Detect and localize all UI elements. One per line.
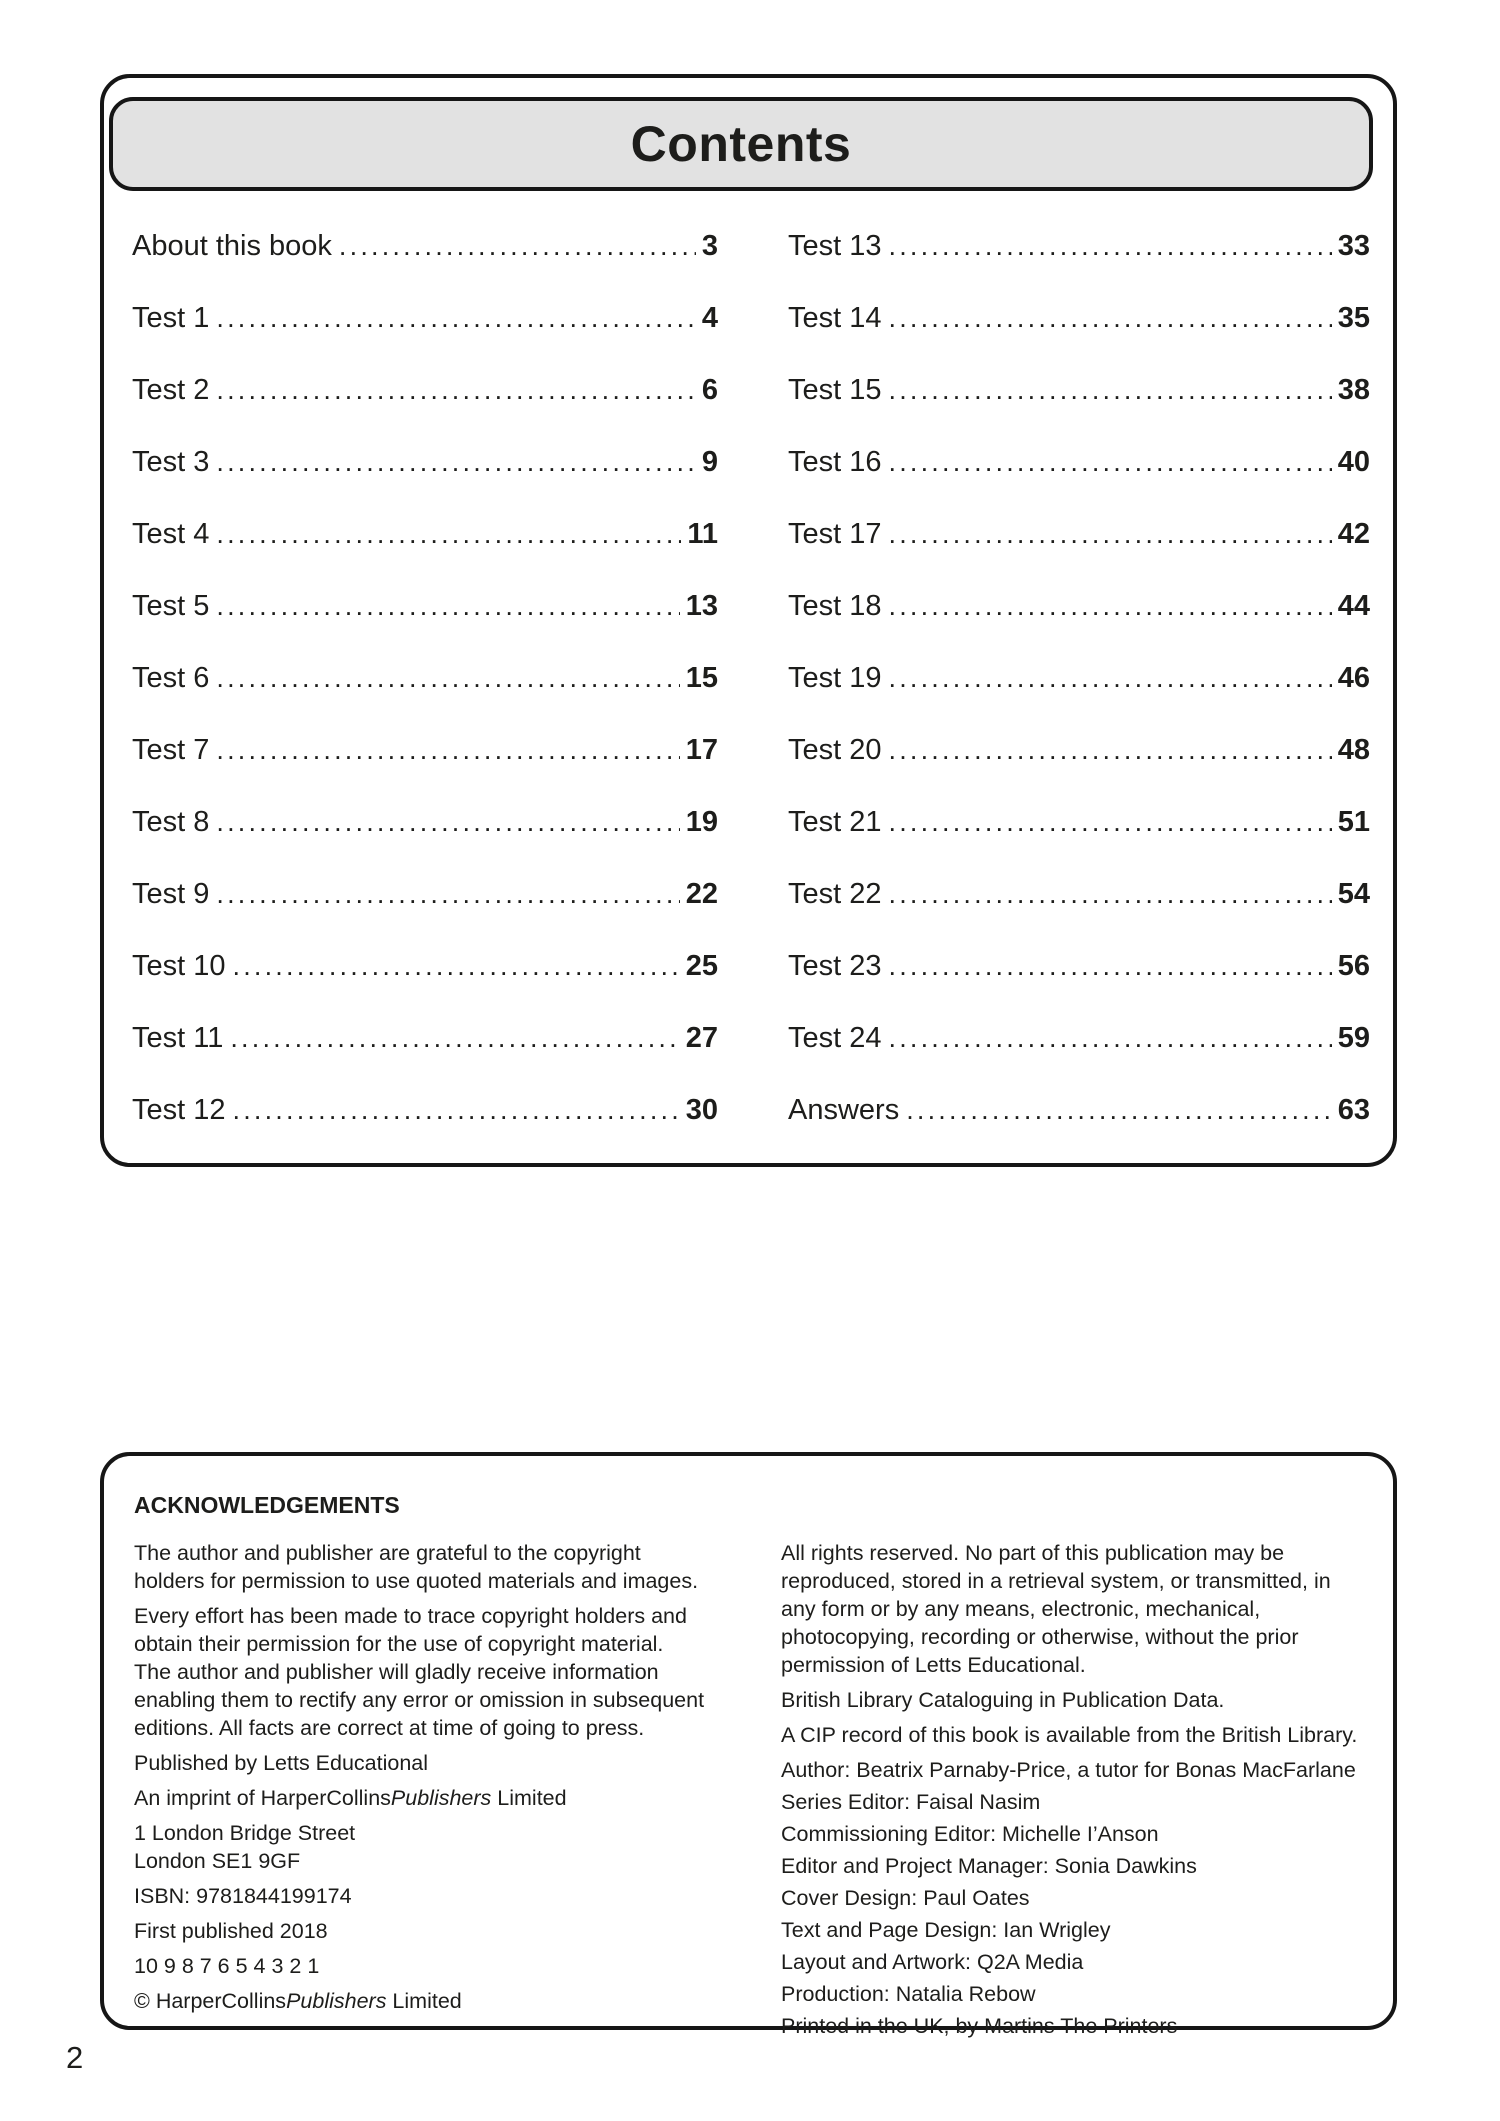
toc-leader-dots [216, 735, 679, 766]
toc-entry [788, 1074, 1370, 1146]
toc-leader-dots [889, 591, 1332, 622]
ack-imprint-line [134, 1784, 706, 1812]
ack-paragraph: British Library Cataloguing in Publication Data. [781, 1688, 1225, 1712]
toc-leader-dots [230, 1023, 679, 1054]
credit-line: Printed in the UK, by Martins The Printers [781, 2014, 1178, 2038]
toc-leader-dots [216, 879, 679, 910]
toc-leader-dots [216, 807, 679, 838]
toc-leader-dots [216, 303, 695, 334]
toc-entry-label: Test 17 [788, 518, 882, 550]
toc-entry [132, 858, 718, 930]
toc-leader-dots [233, 951, 680, 982]
acknowledgements-title: ACKNOWLEDGEMENTS [134, 1492, 400, 1518]
toc-page-number: 17 [685, 734, 718, 766]
toc-left-column [132, 210, 718, 1146]
imprint-prefix: An imprint of HarperCollins [134, 1786, 391, 1810]
toc-page-number: 63 [1337, 1094, 1370, 1126]
toc-leader-dots [889, 951, 1332, 982]
toc-page-number: 11 [687, 518, 718, 550]
toc-page-number: 33 [1337, 230, 1370, 262]
toc-leader-dots [889, 735, 1332, 766]
toc-page-number: 22 [685, 878, 718, 910]
toc-entry [788, 786, 1370, 858]
toc-page-number: 6 [701, 374, 718, 406]
toc-entry [132, 498, 718, 570]
toc-page-number: 51 [1337, 806, 1370, 838]
address-line-2: London SE1 9GF [134, 1849, 301, 1873]
toc-entry-label: Test 2 [132, 374, 210, 406]
address-line-1: 1 London Bridge Street [134, 1821, 356, 1845]
copyright-suffix: Limited [386, 1989, 462, 2013]
toc-entry-label: Test 21 [788, 806, 882, 838]
toc-right-column [788, 210, 1370, 1146]
toc-page-number: 3 [701, 230, 718, 262]
toc-entry [788, 714, 1370, 786]
toc-entry-label: Test 9 [132, 878, 210, 910]
toc-entry [132, 642, 718, 714]
ack-print-run: 10 9 8 7 6 5 4 3 2 1 [134, 1954, 320, 1978]
ack-paragraph: The author and publisher are grateful to the copyright holders for permission to use quoted materials and images. [134, 1541, 699, 1593]
toc-leader-dots [216, 663, 679, 694]
toc-page-number: 48 [1337, 734, 1370, 766]
toc-entry-label: Test 10 [132, 950, 226, 982]
credit-line: Production: Natalia Rebow [781, 1982, 1036, 2006]
credit-line: Text and Page Design: Ian Wrigley [781, 1918, 1111, 1942]
ack-paragraph: All rights reserved. No part of this publication may be reproduced, stored in a retrieval system, or transmitted, in any form or by any means, electronic, mechanical, photocopying, recording or otherwise, without the prior permission of Letts Educational. [781, 1541, 1331, 1677]
page-number: 2 [66, 2040, 84, 2075]
contents-title: Contents [630, 116, 852, 172]
toc-entry-label: Test 7 [132, 734, 210, 766]
toc-leader-dots [216, 447, 695, 478]
toc-leader-dots [889, 1023, 1332, 1054]
toc-entry-label: Test 14 [788, 302, 882, 334]
toc-page-number: 19 [685, 806, 718, 838]
toc-entry [788, 570, 1370, 642]
toc-entry [132, 1002, 718, 1074]
ack-first-published: First published 2018 [134, 1919, 328, 1943]
contents-title-box [109, 97, 1373, 191]
toc-entry [788, 210, 1370, 282]
contents-panel [100, 74, 1397, 1167]
ack-address [134, 1819, 706, 1875]
toc-entry [788, 858, 1370, 930]
toc-entry [788, 498, 1370, 570]
toc-leader-dots [889, 447, 1332, 478]
imprint-italic: Publishers [390, 1786, 492, 1810]
toc-entry-label: Test 4 [132, 518, 210, 550]
toc-entry-label: Test 6 [132, 662, 210, 694]
ack-paragraph: Published by Letts Educational [134, 1751, 429, 1775]
toc-entry-label: Test 11 [132, 1022, 224, 1054]
toc-leader-dots [216, 375, 695, 406]
toc-page-number: 27 [685, 1022, 718, 1054]
toc-entry-label: Test 16 [788, 446, 882, 478]
toc-page-number: 25 [685, 950, 718, 982]
toc-entry [132, 426, 718, 498]
toc-entry-label: Test 8 [132, 806, 210, 838]
toc-leader-dots [889, 231, 1332, 262]
copyright-italic: Publishers [286, 1989, 387, 2013]
credit-line: Author: Beatrix Parnaby-Price, a tutor for Bonas MacFarlane [781, 1758, 1356, 1782]
toc-entry-label: Test 23 [788, 950, 882, 982]
toc-page-number: 40 [1337, 446, 1370, 478]
toc-entry-label: Test 15 [788, 374, 882, 406]
toc-page-number: 42 [1337, 518, 1370, 550]
toc-entry-label: Answers [788, 1094, 900, 1126]
toc-page-number: 44 [1337, 590, 1370, 622]
toc-entry-label: Test 3 [132, 446, 210, 478]
toc-entry [788, 426, 1370, 498]
toc-page-number: 30 [685, 1094, 718, 1126]
toc-entry [132, 930, 718, 1002]
toc-page-number: 35 [1337, 302, 1370, 334]
toc-page-number: 4 [701, 302, 718, 334]
toc-entry [788, 282, 1370, 354]
acknowledgements-columns [134, 1539, 1363, 2044]
imprint-suffix: Limited [491, 1786, 567, 1810]
acknowledgements-left-column [134, 1539, 706, 2044]
toc-leader-dots [889, 663, 1332, 694]
toc-leader-dots [339, 231, 696, 262]
toc-entry [132, 570, 718, 642]
toc-entry [788, 1002, 1370, 1074]
toc-entry [788, 354, 1370, 426]
toc-entry [788, 930, 1370, 1002]
credit-line: Cover Design: Paul Oates [781, 1886, 1030, 1910]
toc-entry-label: Test 24 [788, 1022, 882, 1054]
ack-copyright-line [134, 1987, 706, 2015]
toc-page-number: 38 [1337, 374, 1370, 406]
toc-entry [132, 786, 718, 858]
credit-line: Commissioning Editor: Michelle I’Anson [781, 1822, 1159, 1846]
toc-leader-dots [889, 519, 1332, 550]
ack-paragraph: Every effort has been made to trace copyright holders and obtain their permission for the use of copyright material. The author and publisher will gladly receive information enabling them to rectify any error or omission in subsequent editions. All facts are correct at time of going to press. [134, 1604, 705, 1740]
toc-entry-label: Test 13 [788, 230, 882, 262]
toc-entry-label: About this book [132, 230, 332, 262]
toc-page-number: 46 [1337, 662, 1370, 694]
toc-entry-label: Test 18 [788, 590, 882, 622]
toc-entry [132, 282, 718, 354]
toc-entry-label: Test 12 [132, 1094, 226, 1126]
toc-leader-dots [889, 303, 1332, 334]
credit-line: Editor and Project Manager: Sonia Dawkins [781, 1854, 1197, 1878]
toc-entry [132, 1074, 718, 1146]
toc-page-number: 56 [1337, 950, 1370, 982]
acknowledgements-panel [100, 1452, 1397, 2038]
toc-page-number: 54 [1337, 878, 1370, 910]
toc-page-number: 15 [685, 662, 718, 694]
toc-entry [132, 354, 718, 426]
toc-page-number: 59 [1337, 1022, 1370, 1054]
toc-entry-label: Test 1 [132, 302, 210, 334]
toc-entry-label: Test 22 [788, 878, 882, 910]
toc-leader-dots [216, 591, 679, 622]
acknowledgements-right-column [781, 1539, 1363, 2044]
toc-page-number: 9 [701, 446, 718, 478]
toc-leader-dots [906, 1095, 1332, 1126]
toc-entry [132, 714, 718, 786]
toc-entry [132, 210, 718, 282]
table-of-contents [132, 210, 1370, 1146]
toc-entry-label: Test 19 [788, 662, 882, 694]
toc-leader-dots [216, 519, 681, 550]
toc-entry [788, 642, 1370, 714]
copyright-prefix: © HarperCollins [134, 1989, 287, 2013]
toc-leader-dots [233, 1095, 680, 1126]
toc-entry-label: Test 5 [132, 590, 210, 622]
toc-leader-dots [889, 375, 1332, 406]
toc-entry-label: Test 20 [788, 734, 882, 766]
ack-isbn: ISBN: 9781844199174 [134, 1884, 352, 1908]
toc-page-number: 13 [685, 590, 718, 622]
ack-paragraph: A CIP record of this book is available from the British Library. [781, 1723, 1358, 1747]
credit-line: Layout and Artwork: Q2A Media [781, 1950, 1084, 1974]
toc-leader-dots [889, 807, 1332, 838]
toc-leader-dots [889, 879, 1332, 910]
credit-line: Series Editor: Faisal Nasim [781, 1790, 1041, 1814]
